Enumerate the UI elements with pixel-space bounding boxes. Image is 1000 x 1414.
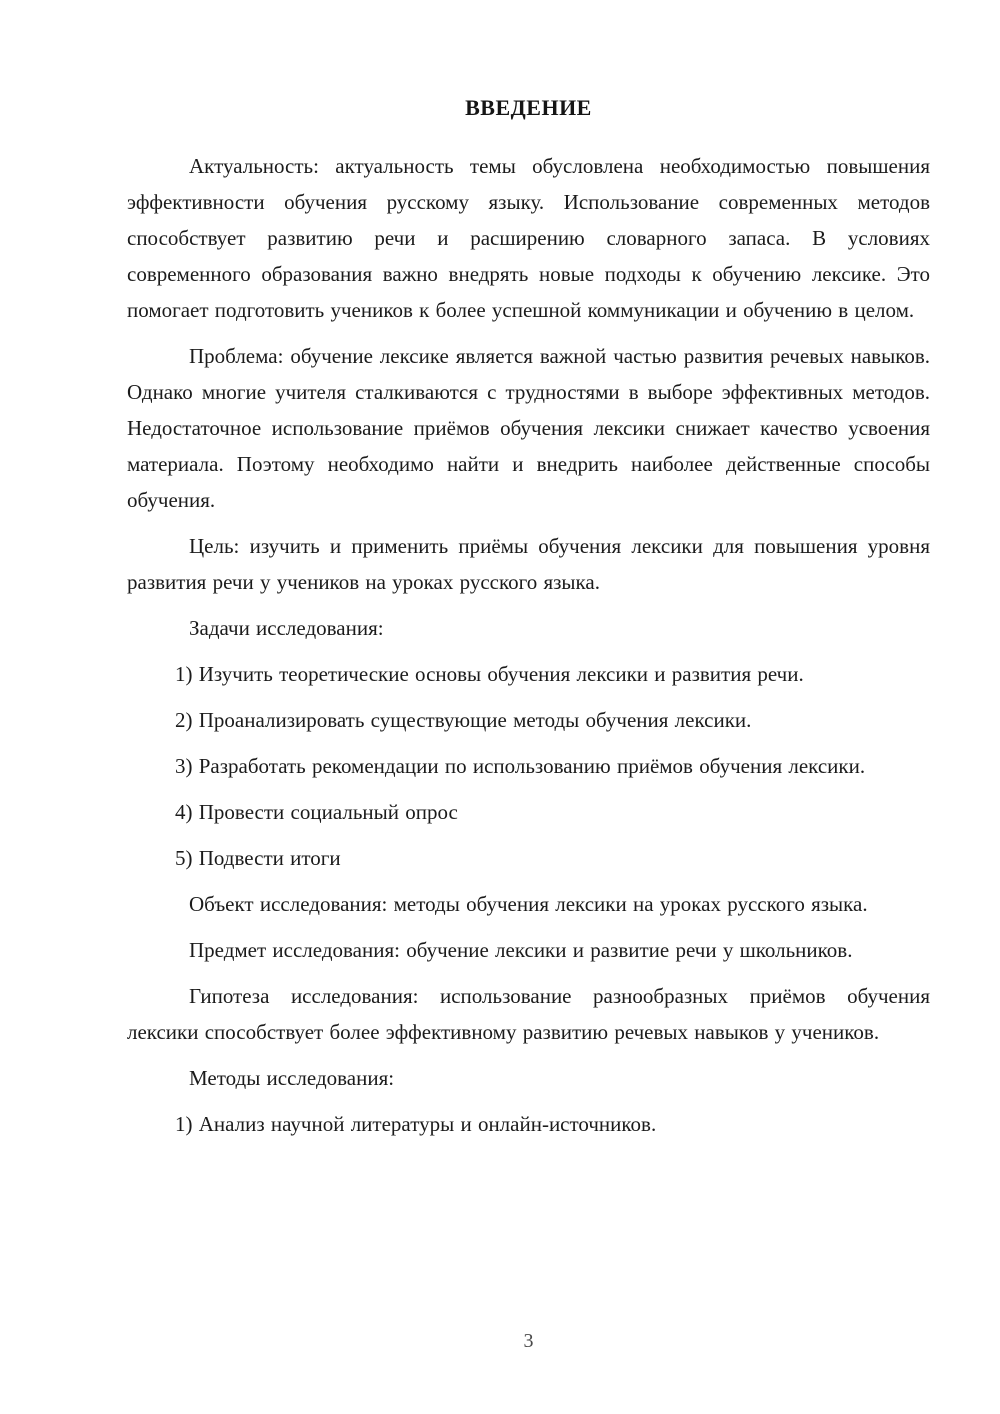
- paragraph-zadachi-heading: Задачи исследования:: [189, 616, 384, 640]
- paragraph-problema: Проблема: обучение лексике является важной частью развития речевых навыков. Однако многие учителя сталкиваются с трудностями в выборе эффективных методов. Недостаточное использование приёмов обучения лексики снижает качество усвоения материала. Поэтому необходимо найти и внедрить наиболее действенные способы обучения.: [127, 344, 930, 512]
- paragraph-gipoteza: Гипотеза исследования: использование разнообразных приёмов обучения лексики способствует более эффективному развитию речевых навыков у учеников.: [127, 984, 930, 1044]
- list-item-task-4: 4) Провести социальный опрос: [175, 800, 458, 824]
- paragraph-tsel: Цель: изучить и применить приёмы обучения лексики для повышения уровня развития речи у учеников на уроках русского языка.: [127, 534, 930, 594]
- list-item-task-2: 2) Проанализировать существующие методы обучения лексики.: [175, 708, 752, 732]
- list-item-task-1: 1) Изучить теоретические основы обучения лексики и развития речи.: [175, 662, 804, 686]
- document-page: [127, 94, 930, 1152]
- paragraph-obekt: Объект исследования: методы обучения лексики на уроках русского языка.: [189, 892, 868, 916]
- paragraph-predmet: Предмет исследования: обучение лексики и развитие речи у школьников.: [189, 938, 853, 962]
- page-title: ВВЕДЕНИЕ: [465, 95, 592, 120]
- list-item-task-5: 5) Подвести итоги: [175, 846, 341, 870]
- list-item-task-3: 3) Разработать рекомендации по использованию приёмов обучения лексики.: [175, 754, 866, 778]
- paragraph-aktualnost: Актуальность: актуальность темы обусловлена необходимостью повышения эффективности обучения русскому языку. Использование современных методов способствует развитию речи и расширению словарного запаса. В условиях современного образования важно внедрять новые подходы к обучению лексике. Это помогает подготовить учеников к более успешной коммуникации и обучению в целом.: [127, 154, 930, 322]
- list-item-method-1: 1) Анализ научной литературы и онлайн-источников.: [175, 1112, 657, 1136]
- paragraph-metody-heading: Методы исследования:: [189, 1066, 395, 1090]
- page-number: 3: [523, 1330, 534, 1352]
